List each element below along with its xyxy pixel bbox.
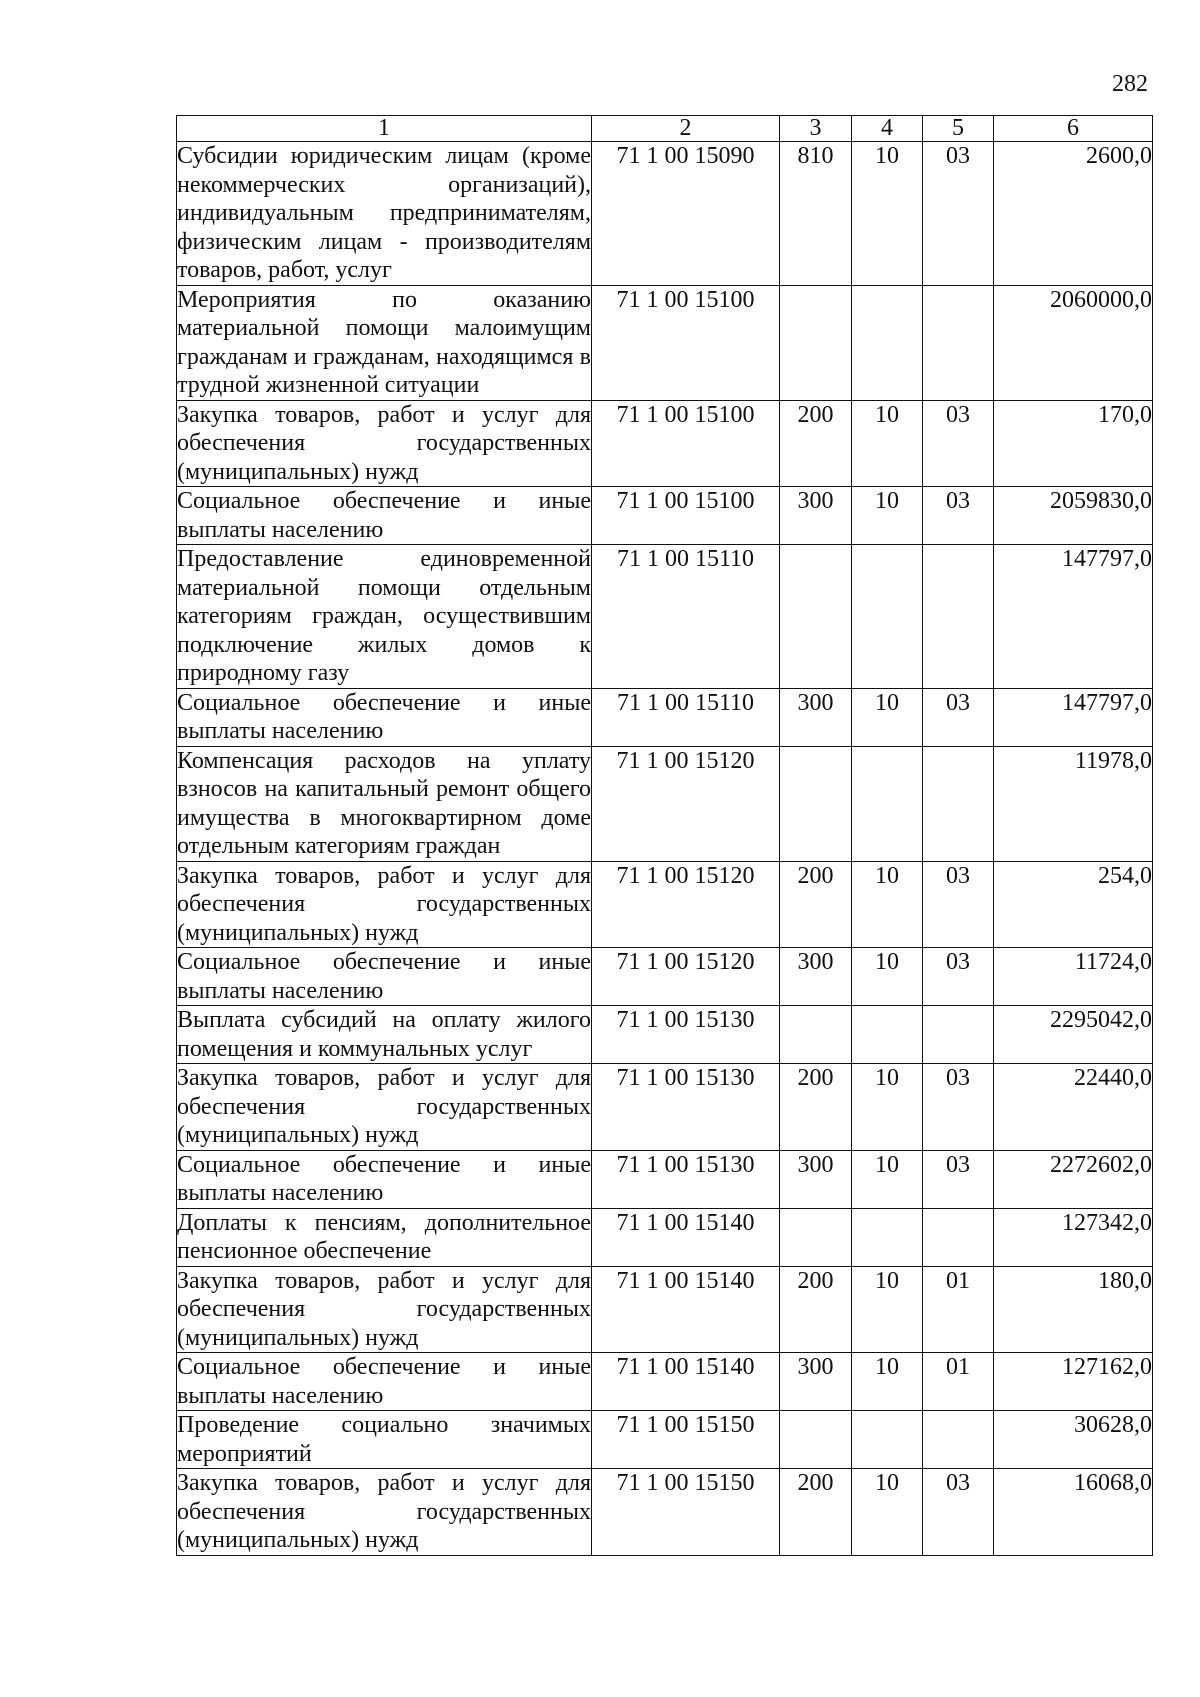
item-code: 71 1 00 15120 [592,948,780,1006]
item-code: 71 1 00 15100 [592,487,780,545]
subsection: 03 [923,861,994,948]
subsection: 03 [923,487,994,545]
section [852,1411,923,1469]
item-name: Закупка товаров, работ и услуг для обеспечения государственных (муниципальных) нужд [177,401,591,485]
table-row [177,545,1153,689]
item-name: Выплата субсидий на оплату жилого помещения и коммунальных услуг [177,1007,591,1062]
subsection: 03 [923,1064,994,1151]
item-code: 71 1 00 15130 [592,1150,780,1208]
section: 10 [852,1353,923,1411]
amount: 11724,0 [994,948,1153,1006]
expense-type: 200 [780,1064,852,1151]
section: 10 [852,1150,923,1208]
table-row [177,1469,1153,1556]
item-code: 71 1 00 15140 [592,1353,780,1411]
expense-type: 200 [780,400,852,487]
section [852,285,923,400]
item-code: 71 1 00 15150 [592,1469,780,1556]
item-name: Проведение социально значимых мероприятий [177,1412,591,1467]
item-code: 71 1 00 15100 [592,285,780,400]
section: 10 [852,861,923,948]
column-header: 5 [923,116,994,142]
amount: 16068,0 [994,1469,1153,1556]
table-row [177,1353,1153,1411]
table-row [177,142,1153,286]
expense-type: 300 [780,948,852,1006]
subsection [923,285,994,400]
expense-type: 300 [780,1150,852,1208]
expense-type [780,746,852,861]
section: 10 [852,1469,923,1556]
amount: 147797,0 [994,545,1153,689]
column-header: 3 [780,116,852,142]
budget-table [176,115,1153,1556]
item-code: 71 1 00 15150 [592,1411,780,1469]
item-name: Доплаты к пенсиям, дополнительное пенсионное обеспечение [177,1209,591,1264]
subsection: 03 [923,1469,994,1556]
table-row [177,1208,1153,1266]
item-code: 71 1 00 15090 [592,142,780,286]
item-name: Закупка товаров, работ и услуг для обеспечения государственных (муниципальных) нужд [177,1267,591,1351]
column-header: 4 [852,116,923,142]
table-row [177,1266,1153,1353]
item-name: Закупка товаров, работ и услуг для обеспечения государственных (муниципальных) нужд [177,862,591,946]
table-row [177,1150,1153,1208]
column-header: 2 [592,116,780,142]
expense-type [780,545,852,689]
item-name: Социальное обеспечение и иные выплаты населению [177,949,591,1004]
item-code: 71 1 00 15130 [592,1064,780,1151]
item-code: 71 1 00 15100 [592,400,780,487]
table-row [177,746,1153,861]
item-name: Мероприятия по оказанию материальной помощи малоимущим гражданам и гражданам, находящимся в трудной жизненной ситуации [177,286,591,398]
amount: 170,0 [994,400,1153,487]
amount: 147797,0 [994,688,1153,746]
item-name: Социальное обеспечение и иные выплаты населению [177,689,591,744]
section: 10 [852,688,923,746]
expense-type [780,285,852,400]
amount: 11978,0 [994,746,1153,861]
item-code: 71 1 00 15140 [592,1266,780,1353]
expense-type [780,1208,852,1266]
item-code: 71 1 00 15110 [592,688,780,746]
section [852,545,923,689]
table-row [177,487,1153,545]
item-code: 71 1 00 15120 [592,746,780,861]
table-row [177,1006,1153,1064]
item-code: 71 1 00 15110 [592,545,780,689]
amount: 2295042,0 [994,1006,1153,1064]
amount: 127162,0 [994,1353,1153,1411]
item-code: 71 1 00 15120 [592,861,780,948]
subsection [923,545,994,689]
amount: 254,0 [994,861,1153,948]
item-code: 71 1 00 15130 [592,1006,780,1064]
item-code: 71 1 00 15140 [592,1208,780,1266]
expense-type: 200 [780,1469,852,1556]
column-header: 6 [994,116,1153,142]
section: 10 [852,1064,923,1151]
amount: 22440,0 [994,1064,1153,1151]
section [852,746,923,861]
amount: 180,0 [994,1266,1153,1353]
table-row [177,1064,1153,1151]
subsection [923,746,994,861]
expense-type: 200 [780,1266,852,1353]
amount: 2060000,0 [994,285,1153,400]
table-row [177,861,1153,948]
item-name: Закупка товаров, работ и услуг для обеспечения государственных (муниципальных) нужд [177,1470,591,1553]
item-name: Компенсация расходов на уплату взносов на капитальный ремонт общего имущества в многоквартирном доме отдельным категориям граждан [177,747,591,859]
table-row [177,1411,1153,1469]
expense-type: 300 [780,487,852,545]
expense-type: 200 [780,861,852,948]
section: 10 [852,487,923,545]
expense-type [780,1411,852,1469]
item-name: Социальное обеспечение и иные выплаты населению [177,488,591,543]
amount: 2059830,0 [994,487,1153,545]
section: 10 [852,948,923,1006]
amount: 127342,0 [994,1208,1153,1266]
subsection: 03 [923,1150,994,1208]
section: 10 [852,142,923,286]
subsection: 03 [923,948,994,1006]
item-name: Социальное обеспечение и иные выплаты населению [177,1151,591,1206]
subsection: 03 [923,142,994,286]
item-name: Субсидии юридическим лицам (кроме некоммерческих организаций), индивидуальным предпринимателям, физическим лицам - производителям товаров, работ, услуг [177,143,591,283]
expense-type: 810 [780,142,852,286]
column-header: 1 [177,116,592,142]
subsection [923,1411,994,1469]
table-row [177,688,1153,746]
section: 10 [852,400,923,487]
expense-type: 300 [780,1353,852,1411]
section [852,1006,923,1064]
subsection: 01 [923,1353,994,1411]
subsection: 01 [923,1266,994,1353]
amount: 2272602,0 [994,1150,1153,1208]
item-name: Предоставление единовременной материальной помощи отдельным категориям граждан, осуществившим подключение жилых домов к природному газу [177,546,591,686]
expense-type: 300 [780,688,852,746]
section [852,1208,923,1266]
subsection [923,1006,994,1064]
subsection: 03 [923,688,994,746]
page-number: 282 [1112,71,1148,97]
amount: 2600,0 [994,142,1153,286]
table-row [177,400,1153,487]
header-row [177,116,1153,142]
item-name: Закупка товаров, работ и услуг для обеспечения государственных (муниципальных) нужд [177,1065,591,1148]
table-body [177,142,1153,1556]
amount: 30628,0 [994,1411,1153,1469]
section: 10 [852,1266,923,1353]
subsection: 03 [923,400,994,487]
table-row [177,285,1153,400]
expense-type [780,1006,852,1064]
subsection [923,1208,994,1266]
item-name: Социальное обеспечение и иные выплаты населению [177,1354,591,1409]
table-row [177,948,1153,1006]
